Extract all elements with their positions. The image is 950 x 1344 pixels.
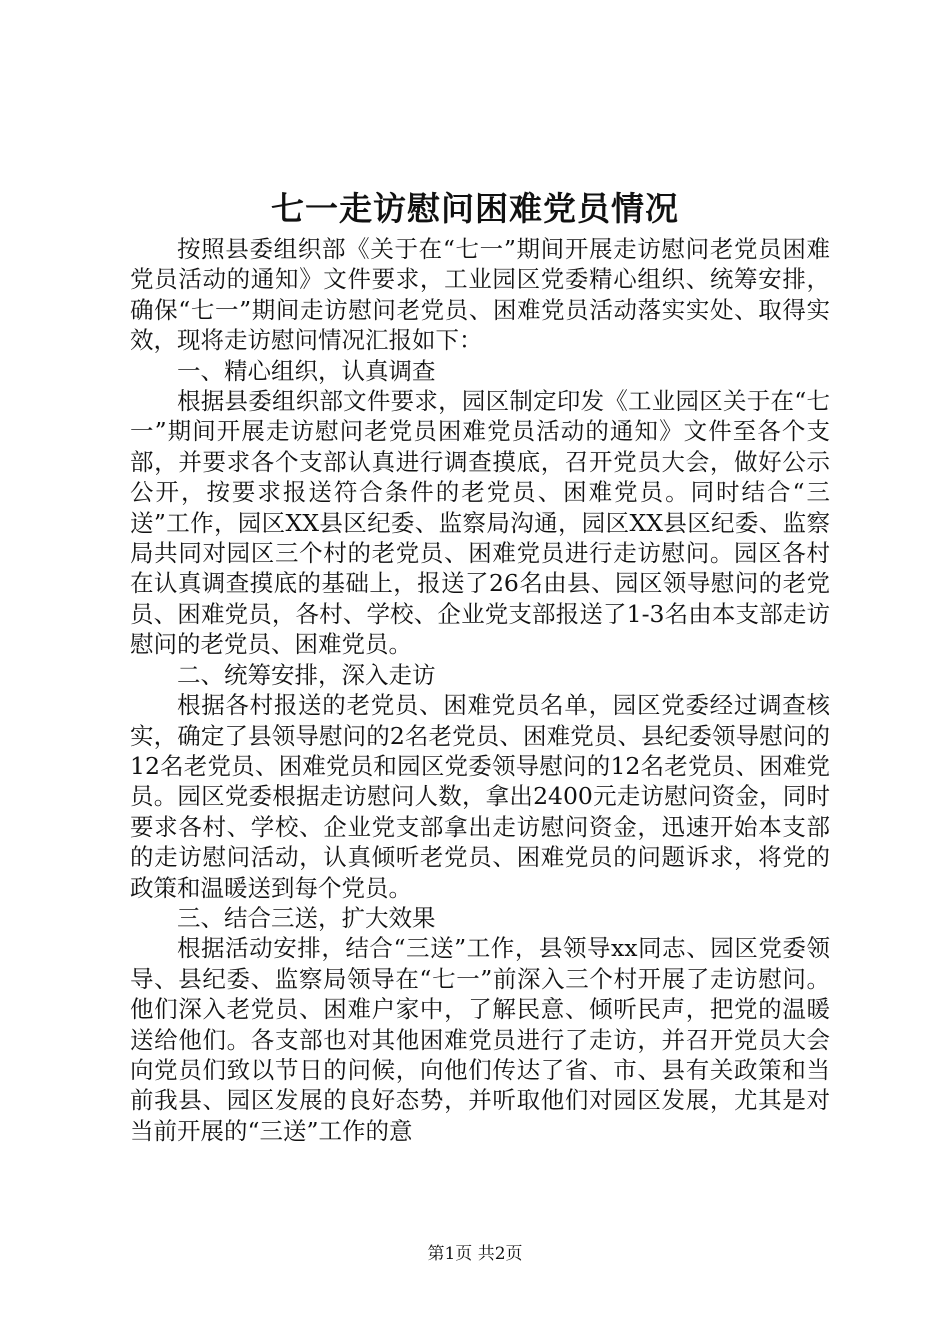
section-body-2: 根据各村报送的老党员、困难党员名单，园区党委经过调查核实，确定了县领导慰问的2名老党员、困难党员、县纪委领导慰问的12名老党员、困难党员和园区党委领导慰问的12名老党员、困难党员。园区党委根据走访慰问人数，拿出2400元走访慰问资金，同时要求各村、学校、企业党支部拿出走访慰问资金，迅速开始本支部的走访慰问活动，认真倾听老党员、困难党员的问题诉求，将党的政策和温暖送到每个党员。 [130, 691, 830, 902]
document-body [130, 234, 830, 1146]
document-title: 七一走访慰问困难党员情况 [271, 189, 679, 228]
page-footer: 第1页 共2页 [427, 1244, 523, 1264]
section-heading-2: 二、统筹安排，深入走访 [177, 660, 436, 689]
intro-paragraph: 按照县委组织部《关于在“七一”期间开展走访慰问老党员困难党员活动的通知》文件要求，工业园区党委精心组织、统筹安排，确保“七一”期间走访慰问老党员、困难党员活动落实实处、取得实效，现将走访慰问情况汇报如下： [130, 235, 830, 355]
section-heading-3: 三、结合三送，扩大效果 [177, 903, 436, 932]
section-body-3: 根据活动安排，结合“三送”工作，县领导xx同志、园区党委领导、县纪委、监察局领导在“七一”前深入三个村开展了走访慰问。他们深入老党员、困难户家中，了解民意、倾听民声，把党的温暖送给他们。各支部也对其他困难党员进行了走访，并召开党员大会向党员们致以节日的问候，向他们传达了省、市、县有关政策和当前我县、园区发展的良好态势，并听取他们对园区发展，尤其是对当前开展的“三送”工作的意 [130, 934, 830, 1145]
section-body-1: 根据县委组织部文件要求，园区制定印发《工业园区关于在“七一”期间开展走访慰问老党员困难党员活动的通知》文件至各个支部，并要求各个支部认真进行调查摸底，召开党员大会，做好公示公开，按要求报送符合条件的老党员、困难党员。同时结合“三送”工作，园区XX县区纪委、监察局沟通，园区XX县区纪委、监察局共同对园区三个村的老党员、困难党员进行走访慰问。园区各村在认真调查摸底的基础上，报送了26名由县、园区领导慰问的老党员、困难党员，各村、学校、企业党支部报送了1-3名由本支部走访慰问的老党员、困难党员。 [130, 387, 830, 659]
section-heading-1: 一、精心组织，认真调查 [177, 356, 436, 385]
